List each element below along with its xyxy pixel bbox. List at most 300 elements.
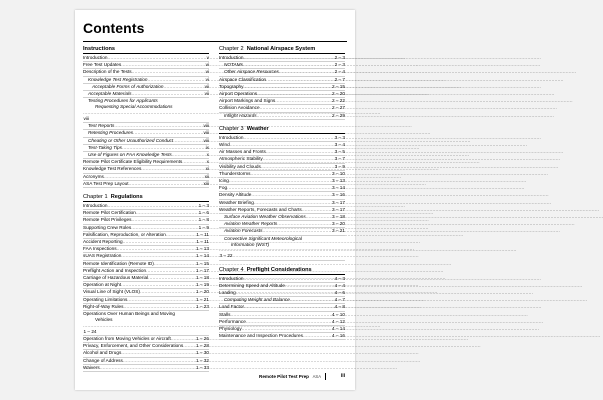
entry-page-number: 1 – 11: [196, 231, 209, 237]
entry-page-number: 1 – 32: [195, 357, 209, 363]
dot-leader: [290, 297, 334, 303]
entry-title: Operations Over Human Beings and Moving: [83, 311, 175, 317]
entry-page-number: 2 – 20: [331, 91, 345, 97]
toc-entry[interactable]: [219, 171, 345, 178]
entry-page-number: 1 – 14: [195, 253, 209, 259]
toc-entry[interactable]: [83, 130, 209, 137]
dot-leader: [114, 123, 203, 129]
entry-page-number: viii: [83, 115, 89, 121]
entry-title: Visibility and Clouds: [219, 163, 261, 169]
toc-entry[interactable]: [219, 55, 345, 62]
entry-page-number: viii: [203, 123, 209, 129]
entry-title: Waivers: [83, 364, 100, 370]
toc-entry[interactable]: [83, 152, 209, 159]
toc-entry[interactable]: [219, 113, 345, 120]
dot-leader: [166, 232, 196, 238]
dot-leader: [148, 275, 195, 281]
entry-title: ASA Test Prep Layout: [83, 180, 129, 186]
toc-entry[interactable]: [219, 178, 345, 185]
toc-entry[interactable]: [83, 311, 209, 336]
toc-entry[interactable]: [83, 232, 209, 239]
dot-leader: [141, 166, 205, 172]
entry-page-number: 4 – 4: [334, 282, 345, 288]
dot-leader: [230, 312, 331, 318]
entry-title: Introduction: [83, 202, 108, 208]
entry-page-number: 1 – 8: [198, 217, 209, 223]
entry-title: Density Altitude: [219, 192, 252, 198]
dot-leader: [183, 343, 195, 349]
toc-entry[interactable]: [83, 69, 209, 76]
entry-title: Acceptable Materials: [88, 91, 132, 97]
entry-page-number: 1 – 30: [195, 350, 209, 356]
entry-page-number: 2 – 3: [334, 62, 345, 68]
toc-entry[interactable]: [83, 365, 209, 372]
entry-title: Privacy, Enforcement, and Other Considerations: [83, 343, 184, 349]
entry-title: Remote Pilot Privileges: [83, 217, 132, 223]
entry-page-number: 3 – 13: [331, 178, 345, 184]
toc-entry[interactable]: [219, 283, 345, 290]
entry-page-number: 2 – 3: [334, 55, 345, 60]
entry-title: Knowledge Test Registration: [88, 76, 148, 82]
entry-page-number: 4 – 16: [331, 333, 345, 339]
entry-page-number: 1 – 23: [195, 303, 209, 309]
dot-leader: [100, 365, 196, 371]
dot-leader: [302, 207, 332, 213]
dot-leader: [146, 268, 195, 274]
entry-title: Preflight Action and Inspection: [83, 267, 147, 273]
entry-title: Introduction: [219, 134, 244, 140]
toc-entry[interactable]: [83, 138, 209, 145]
toc-entry[interactable]: [219, 98, 345, 105]
entry-page-number: 4 – 8: [334, 304, 345, 310]
dot-leader: [121, 350, 195, 356]
toc-entry[interactable]: [83, 62, 209, 69]
dot-leader: [266, 77, 334, 83]
entry-title: Thunderstorms: [219, 170, 251, 176]
entry-page-number: 3 – 3: [334, 134, 345, 140]
toc-entry[interactable]: [83, 98, 209, 123]
dot-leader: [121, 253, 195, 259]
entry-page-number: 1 – 9: [198, 224, 209, 230]
entry-title: Cheating or Other Unauthorized Conduct: [88, 137, 174, 143]
entry-page-number: 2 – 22: [331, 98, 345, 104]
toc-entry[interactable]: [219, 200, 345, 207]
entry-title: Topography: [219, 83, 244, 89]
entry-page-number: 1 – 13: [195, 246, 209, 252]
toc-entry[interactable]: [83, 246, 209, 253]
dot-leader: [244, 55, 335, 61]
entry-page-number: 1 – 11: [196, 238, 209, 244]
entry-page-number: 1 – 26: [195, 335, 209, 341]
title-rule: [83, 41, 347, 42]
entry-title: Loading: [219, 290, 236, 295]
entry-title: Operation from Moving Vehicles or Aircraft: [83, 335, 171, 341]
entry-title-continued: Vehicles: [95, 316, 113, 322]
toc-entry[interactable]: [83, 358, 209, 365]
dot-leader: [140, 289, 195, 295]
footer-divider: [325, 373, 326, 380]
entry-title: Physiology: [219, 326, 242, 332]
entry-title: Remote Pilot Certification: [83, 210, 136, 216]
toc-entry[interactable]: [83, 174, 209, 181]
entry-page-number: vi: [205, 62, 209, 68]
entry-page-number: 4 – 12: [331, 318, 345, 324]
entry-title: Knowledge Test References: [83, 166, 142, 172]
toc-entry[interactable]: [219, 84, 345, 91]
entry-title: FAA Inspections: [83, 246, 117, 252]
entry-title-continued: Requesting Special Accommodations: [95, 104, 173, 110]
toc-entry[interactable]: [219, 290, 345, 297]
dot-leader: [246, 319, 332, 325]
toc-entry[interactable]: [219, 319, 345, 326]
entry-page-number: 1 – 6: [198, 210, 209, 216]
dot-leader: [182, 159, 206, 165]
entry-title: Aviation Weather Reports: [224, 221, 278, 227]
entry-title: Alcohol and Drugs: [83, 350, 122, 356]
entry-page-number: 3 – 18: [331, 214, 345, 220]
dot-leader: [127, 297, 195, 303]
dot-leader: [227, 185, 331, 191]
dot-leader: [108, 203, 199, 209]
entry-page-number: 2 – 27: [331, 105, 345, 111]
entry-page-number: 1 – 24: [83, 328, 97, 334]
entry-page-number: xiii: [203, 180, 209, 186]
entry-title: Testing Procedures for Applicants: [88, 98, 158, 104]
entry-page-number: 1 – 20: [195, 289, 209, 295]
entry-title: Introduction: [219, 55, 244, 60]
entry-page-number: 3 – 5: [334, 149, 345, 155]
toc-entry[interactable]: [83, 225, 209, 232]
toc-entry[interactable]: [83, 282, 209, 289]
entry-title: Acceptable Forms of Authorization: [92, 83, 164, 89]
entry-page-number: x: [206, 151, 209, 157]
dot-leader: [122, 145, 205, 151]
page-footer: [75, 373, 355, 382]
entry-title: sUAS Registration: [83, 253, 122, 259]
section-heading: [83, 194, 209, 202]
entry-page-number: vi: [205, 69, 209, 75]
entry-title: Operating Limitations: [83, 296, 128, 302]
dot-leader: [277, 221, 331, 227]
dot-leader: [117, 246, 196, 252]
entry-title: Convective Significant Meteorological: [224, 235, 302, 241]
toc-entry[interactable]: [83, 166, 209, 173]
dot-leader: [243, 62, 334, 68]
footer-page-number: iii: [340, 373, 345, 379]
toc-entry[interactable]: [83, 91, 209, 98]
toc-entry[interactable]: [219, 105, 345, 112]
entry-page-number: v: [206, 55, 209, 60]
entry-page-number: 3 – 17: [331, 199, 345, 205]
entry-title: Description of the Tests: [83, 69, 132, 75]
dot-leader: [306, 214, 332, 220]
entry-page-number: 1 – 3: [198, 202, 209, 208]
dot-leader: [251, 192, 331, 198]
dot-leader: [244, 135, 335, 141]
dot-leader: [108, 55, 207, 61]
toc-entry[interactable]: [219, 276, 345, 283]
entry-title: Retesting Procedures: [88, 130, 134, 136]
entry-title: Carriage of Hazardous Material: [83, 275, 149, 280]
entry-title: NOTAMs: [224, 62, 243, 68]
dot-leader: [285, 283, 334, 289]
toc-section: [83, 46, 209, 188]
dot-leader: [131, 217, 198, 223]
toc-entry[interactable]: [219, 149, 345, 156]
dot-leader: [262, 228, 331, 234]
entry-page-number: viii: [203, 137, 209, 143]
toc-entry[interactable]: [83, 203, 209, 210]
entry-title: Accident Reporting: [83, 238, 123, 244]
chapter-label: Chapter 4: [219, 266, 244, 273]
entry-title: Surface Aviation Weather Observations: [224, 214, 306, 220]
toc-entry[interactable]: [219, 207, 345, 214]
toc-left-column: [83, 46, 209, 378]
entry-title: Test-Taking Tips: [88, 144, 123, 150]
toc-entry[interactable]: [83, 253, 209, 260]
dot-leader: [129, 181, 204, 187]
dot-leader: [83, 110, 209, 116]
dot-leader: [242, 326, 332, 332]
entry-title: Remote Identification (Remote ID): [83, 260, 154, 266]
toc-entry[interactable]: [83, 123, 209, 130]
entry-page-number: 4 – 7: [334, 297, 345, 303]
toc-entry[interactable]: [83, 55, 209, 62]
dot-leader: [132, 69, 205, 75]
entry-title: Wind: [219, 142, 230, 148]
dot-leader: [219, 247, 345, 253]
chapter-label: Chapter 1: [83, 193, 108, 200]
toc-entry[interactable]: [83, 239, 209, 246]
chapter-title: National Airspace System: [246, 46, 316, 52]
entry-page-number: 2 – 7: [334, 76, 345, 82]
entry-page-number: ix: [205, 144, 209, 150]
entry-page-number: viii: [203, 130, 209, 136]
entry-title: Acronyms: [83, 173, 104, 179]
dot-leader: [123, 304, 195, 310]
dot-leader: [172, 152, 206, 158]
entry-page-number: vii: [204, 83, 209, 89]
entry-title: Weather Briefing: [219, 199, 254, 205]
entry-page-number: 2 – 29: [331, 112, 345, 118]
toc-entry[interactable]: [83, 343, 209, 350]
entry-title: Introduction: [219, 275, 244, 281]
dot-leader: [121, 282, 195, 288]
dot-leader: [154, 261, 196, 267]
toc-entry[interactable]: [219, 326, 345, 333]
entry-title: Computing Weight and Balance: [224, 297, 290, 303]
dot-leader: [275, 98, 331, 104]
entry-title: Atmospheric Stability: [219, 156, 263, 162]
dot-leader: [261, 164, 334, 170]
toc-entry[interactable]: [83, 275, 209, 282]
entry-title: Remote Pilot Certificate Eligibility Requirements: [83, 159, 183, 165]
toc-entry[interactable]: [83, 297, 209, 304]
entry-title: Use of Figures on FAA Knowledge Tests: [88, 151, 172, 157]
entry-title: Load Factor: [219, 304, 245, 310]
entry-title: Airport Markings and Signs: [219, 98, 276, 104]
entry-title: Introduction: [83, 55, 108, 60]
entry-page-number: 3 – 14: [331, 185, 345, 191]
toc-entry[interactable]: [83, 77, 209, 84]
toc-entry[interactable]: [83, 181, 209, 188]
toc-entry[interactable]: [219, 77, 345, 84]
entry-title: Free Test Updates: [83, 62, 122, 68]
toc-entry[interactable]: [219, 192, 345, 199]
dot-leader: [171, 336, 196, 342]
chapter-title: Weather: [246, 125, 269, 132]
dot-leader: [257, 113, 332, 119]
entry-page-number: 2 – 4: [334, 69, 345, 75]
dot-leader: [148, 77, 206, 83]
toc-entry[interactable]: [219, 333, 345, 340]
dot-leader: [266, 149, 334, 155]
dot-leader: [279, 69, 334, 75]
dot-leader: [257, 91, 331, 97]
entry-page-number: 3 – 7: [334, 156, 345, 162]
toc-entry[interactable]: [219, 236, 345, 261]
dot-leader: [83, 323, 209, 329]
entry-page-number: 3 – 10: [331, 170, 345, 176]
toc-entry[interactable]: [219, 164, 345, 171]
entry-title: Aviation Forecasts: [224, 228, 263, 234]
entry-title: Inflight Hazards: [224, 112, 257, 118]
chapter-label: Chapter 3: [219, 125, 244, 132]
toc-section: [219, 267, 345, 341]
toc-entry[interactable]: [219, 62, 345, 69]
entry-page-number: 3 – 20: [331, 221, 345, 227]
entry-page-number: 4 – 10: [331, 311, 345, 317]
toc-section: [219, 126, 345, 261]
entry-title: Airspace Classification: [219, 76, 267, 82]
entry-page-number: 1 – 19: [195, 282, 209, 288]
entry-page-number: 1 – 21: [195, 296, 209, 302]
dot-leader: [132, 91, 205, 97]
toc-entry[interactable]: [219, 135, 345, 142]
toc-entry[interactable]: [219, 185, 345, 192]
toc-entry[interactable]: [83, 210, 209, 217]
toc-entry[interactable]: [83, 268, 209, 275]
dot-leader: [136, 210, 198, 216]
chapter-title: Preflight Considerations: [246, 266, 312, 273]
entry-title: Stalls: [219, 311, 231, 317]
section-heading: [83, 46, 209, 54]
entry-title: Test Reports: [88, 123, 115, 129]
footer-book-title: Remote Pilot Test Prep: [259, 374, 309, 379]
entry-page-number: 3 – 21: [331, 228, 345, 234]
entry-page-number: xii: [204, 173, 209, 179]
dot-leader: [230, 142, 334, 148]
toc-entry[interactable]: [219, 69, 345, 76]
entry-page-number: 4 – 14: [331, 326, 345, 332]
entry-title: Air Masses and Fronts: [219, 149, 266, 155]
entry-page-number: 1 – 17: [195, 267, 209, 273]
dot-leader: [263, 156, 334, 162]
toc-entry[interactable]: [83, 261, 209, 268]
dot-leader: [254, 200, 332, 206]
toc-entry[interactable]: [83, 217, 209, 224]
entry-page-number: 3 – 16: [331, 192, 345, 198]
dot-leader: [251, 171, 332, 177]
entry-page-number: 3 – 9: [334, 163, 345, 169]
entry-title: Determining Speed and Altitude: [219, 282, 285, 288]
toc-entry[interactable]: [83, 289, 209, 296]
toc-entry[interactable]: [219, 304, 345, 311]
entry-title: Right-of-Way Rules: [83, 303, 124, 309]
toc-entry[interactable]: [83, 350, 209, 357]
dot-leader: [229, 178, 332, 184]
dot-leader: [123, 358, 196, 364]
section-heading: [219, 267, 345, 275]
entry-page-number: 1 – 18: [195, 275, 209, 280]
entry-title: Weather Reports, Forecasts and Charts: [219, 206, 302, 212]
page-title: Contents: [83, 20, 145, 36]
entry-page-number: 1 – 28: [195, 343, 209, 349]
entry-title: Change of Address: [83, 357, 123, 363]
toc-entry[interactable]: [219, 156, 345, 163]
toc-right-column: [219, 46, 345, 346]
toc-section: [219, 46, 345, 120]
entry-title: Operation at Night: [83, 282, 122, 288]
entry-title: Other Airspace Resources: [224, 69, 279, 75]
toc-entry[interactable]: [83, 145, 209, 152]
entry-title: Falsification, Reproduction, or Alteration: [83, 231, 166, 237]
dot-leader: [244, 84, 332, 90]
chapter-title: Instructions: [83, 46, 116, 52]
entry-title: Supporting Crew Roles: [83, 224, 132, 230]
entry-title: Visual Line of Sight (VLOS): [83, 289, 140, 295]
entry-page-number: x: [206, 159, 209, 165]
toc-entry[interactable]: [219, 214, 345, 221]
chapter-label: Chapter 2: [219, 46, 244, 52]
toc-entry[interactable]: [83, 159, 209, 166]
entry-page-number: xi: [205, 166, 209, 172]
toc-entry[interactable]: [219, 91, 345, 98]
toc-entry[interactable]: [219, 221, 345, 228]
chapter-title: Regulations: [110, 193, 143, 200]
entry-page-number: 4 – 3: [334, 275, 345, 281]
dot-leader: [244, 276, 335, 282]
dot-leader: [260, 105, 332, 111]
dot-leader: [173, 138, 203, 144]
toc-entry[interactable]: [219, 142, 345, 149]
entry-page-number: 3 – 17: [331, 206, 345, 212]
toc-entry[interactable]: [219, 228, 345, 235]
dot-leader: [133, 130, 203, 136]
entry-page-number: 2 – 15: [331, 83, 345, 89]
toc-entry[interactable]: [83, 336, 209, 343]
toc-entry[interactable]: [83, 84, 209, 91]
toc-entry[interactable]: [219, 297, 345, 304]
entry-title: Collision Avoidance: [219, 105, 260, 111]
entry-page-number: 4 – 6: [334, 290, 345, 295]
toc-entry[interactable]: [219, 312, 345, 319]
footer-publisher-logo: ASA: [312, 374, 321, 379]
dot-leader: [123, 239, 196, 245]
toc-entry[interactable]: [83, 304, 209, 311]
dot-leader: [131, 225, 198, 231]
entry-page-number: vi: [205, 76, 209, 82]
dot-leader: [303, 333, 332, 339]
entry-title: Airport Operations: [219, 91, 258, 97]
entry-title-continued: Information (WST): [231, 241, 270, 247]
entry-page-number: vii: [204, 91, 209, 97]
dot-leader: [121, 62, 205, 68]
book-page: [75, 10, 355, 390]
entry-title: Maintenance and Inspection Procedures: [219, 333, 303, 339]
entry-page-number: 1 – 15: [195, 260, 209, 266]
entry-title: Icing: [219, 178, 229, 184]
